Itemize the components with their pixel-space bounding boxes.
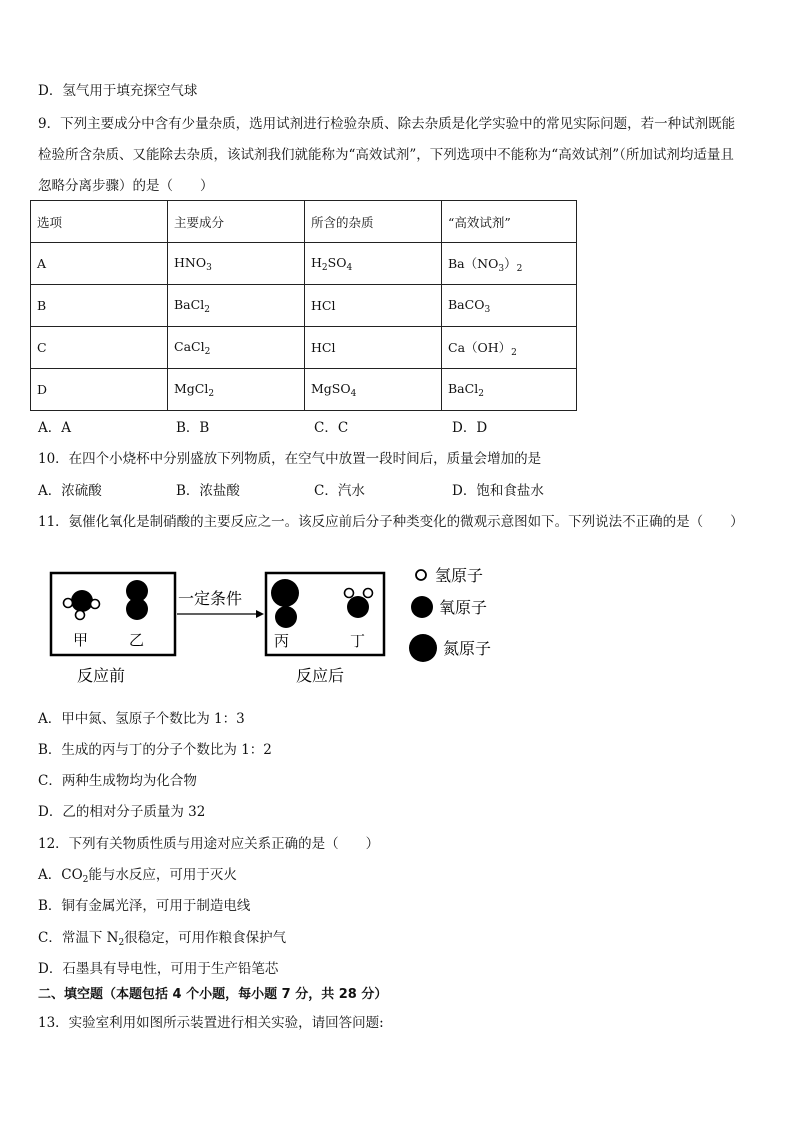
legend-nitrogen-icon [409,634,437,662]
label-jia: 甲 [73,631,89,649]
cell-option: A [31,243,168,285]
cell-impurity: MgSO$_4$ [305,369,442,411]
cell-main: BaCl$_2$ [168,285,305,327]
q9-stem-line-2: 检验所含杂质、又能除去杂质，该试剂我们就能称为“高效试剂”，下列选项中不能称为“高效试剂”（所加试剂均适量且 [38,147,734,163]
cell-main: $HNO_3$ [168,243,305,285]
cell-main: MgCl$_2$ [168,369,305,411]
table-row [31,285,577,327]
table-row [31,243,577,285]
label-yi: 乙 [129,631,145,649]
cell-reagent: $Ba(NO_3)_2$ [442,243,577,285]
cell-option: B [31,285,168,327]
q11-option-c: C．两种生成物均为化合物 [38,773,197,789]
ding-hydrogen-atom [345,589,354,598]
q11-option-d: D．乙的相对分子质量为 32 [38,804,206,820]
reaction-arrowhead [256,610,264,618]
legend-oxygen-icon [411,596,433,618]
legend-oxygen-label: 氧原子 [439,598,488,617]
legend-nitrogen-label: 氮原子 [443,639,492,658]
q12-stem: 12．下列有关物质性质与用途对应关系正确的是（ ） [38,836,380,852]
q11-stem: 11．氨催化氧化是制硝酸的主要反应之一。该反应前后分子种类变化的微观示意图如下。下列说法不正确的是（ ） [38,514,744,530]
cell-impurity: HCl [305,285,442,327]
q9-stem-line-3: 忽略分离步骤）的是（ ） [38,178,214,194]
before-box [51,573,175,655]
jia-hydrogen-atom [64,599,73,608]
q10-option-c: C．汽水 [314,483,365,499]
table-header-row [31,201,577,243]
cell-reagent: $Ca(OH)_2$ [442,327,577,369]
cell-option: D [31,369,168,411]
jia-hydrogen-atom [76,611,85,620]
ding-hydrogen-atom [364,589,373,598]
q9-option-d: D．D [452,420,488,436]
reaction-condition: 一定条件 [178,589,243,608]
yi-oxygen-atom [126,598,148,620]
q12-option-d: D．石墨具有导电性，可用于生产铅笔芯 [38,961,279,977]
header-main: 主要成分 [168,201,305,243]
header-option: 选项 [31,201,168,243]
jia-hydrogen-atom [91,600,100,609]
q9-stem-line-1: 9．下列主要成分中含有少量杂质，选用试剂进行检验杂质、除去杂质是化学实验中的常见实际问题，若一种试剂既能 [38,116,736,132]
q9-option-a: A．A [38,420,71,436]
q9-table [30,200,577,411]
cell-impurity: HCl [305,327,442,369]
reaction-diagram [40,560,520,690]
section-heading: 二、填空题（本题包括 4 个小题，每小题 7 分，共 28 分） [38,987,388,1002]
cell-impurity: $H_2SO_4$ [305,243,442,285]
label-ding: 丁 [350,632,366,650]
q10-option-d: D．饱和食盐水 [452,483,544,499]
q13-stem: 13．实验室利用如图所示装置进行相关实验，请回答问题: [38,1015,384,1031]
table-row [31,369,577,411]
q12-option-a: A．$CO_2$能与水反应，可用于灭火 [38,867,237,885]
q11-option-b: B．生成的丙与丁的分子个数比为 1：2 [38,742,272,758]
header-impurity: 所含的杂质 [305,201,442,243]
cell-reagent: BaCO$_3$ [442,285,577,327]
label-before: 反应前 [77,666,126,685]
jia-nitrogen-atom [71,590,93,612]
q12-option-b: B．铜有金属光泽，可用于制造电线 [38,898,251,914]
bing-oxygen-atom [275,606,297,628]
label-after: 反应后 [296,666,345,685]
label-bing: 丙 [274,632,290,650]
header-reagent: “高效试剂” [442,201,577,243]
q8-option-d: D．氢气用于填充探空气球 [38,83,198,99]
bing-nitrogen-atom [271,579,299,607]
legend-hydrogen-label: 氢原子 [435,566,484,585]
q11-option-a: A．甲中氮、氢原子个数比为 1：3 [38,711,245,727]
q12-option-c: C．常温下 $N_2$很稳定，可用作粮食保护气 [38,930,287,948]
table-row [31,327,577,369]
q9-option-b: B．B [176,420,210,436]
cell-option: C [31,327,168,369]
ding-oxygen-atom [347,596,369,618]
q10-option-b: B．浓盐酸 [176,483,240,499]
cell-main: CaCl$_2$ [168,327,305,369]
cell-reagent: BaCl$_2$ [442,369,577,411]
q10-stem: 10．在四个小烧杯中分别盛放下列物质，在空气中放置一段时间后，质量会增加的是 [38,451,542,467]
q10-option-a: A．浓硫酸 [38,483,102,499]
q9-option-c: C．C [314,420,349,436]
legend-hydrogen-icon [416,570,426,580]
